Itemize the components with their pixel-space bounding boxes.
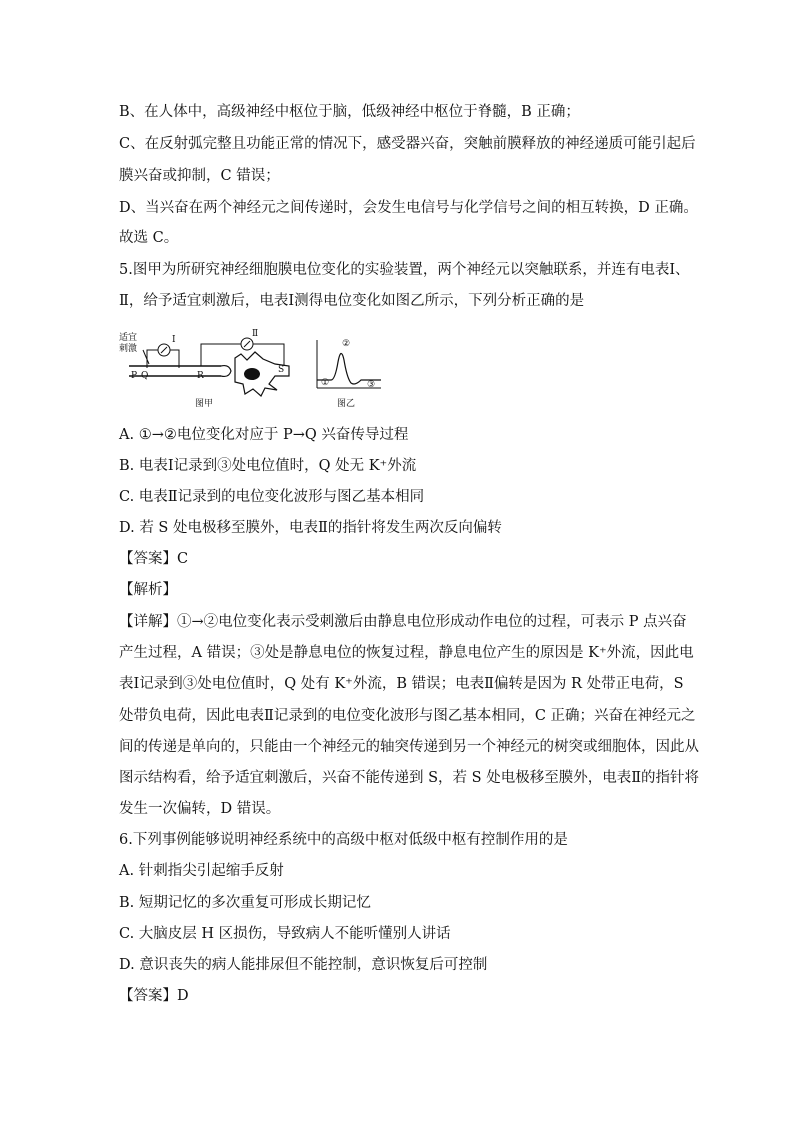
q6-stem: 6.下列事例能够说明神经系统中的高级中枢对低级中枢有控制作用的是 — [119, 832, 568, 848]
figure-jia-caption: 图甲 — [195, 399, 214, 409]
q4-option-b-explanation: B、在人体中，高级神经中枢位于脑，低级神经中枢位于脊髓，B 正确； — [119, 104, 580, 120]
figure-jia — [119, 329, 289, 409]
q5-explanation-2: 产生过程，A 错误；③处是静息电位的恢复过程，静息电位产生的原因是 K⁺外流，因此电 — [119, 645, 694, 661]
q4-conclusion: 故选 C。 — [119, 230, 179, 246]
stimulus-label-1: 适宜 — [119, 333, 138, 343]
q5-explanation-6: 图示结构看，给予适宜刺激后，兴奋不能传递到 S，若 S 处电极移至膜外，电表Ⅱ的指针将 — [119, 770, 700, 786]
marker-3: ③ — [367, 380, 376, 390]
point-p-label: P — [131, 371, 138, 381]
point-s-label: S — [278, 365, 285, 375]
q5-explanation-7: 发生一次偏转，D 错误。 — [119, 801, 281, 817]
q6-answer: 【答案】D — [119, 988, 189, 1004]
q4-option-c-explanation: C、在反射弧完整且功能正常的情况下，感受器兴奋，突触前膜释放的神经递质可能引起后 — [119, 136, 696, 152]
q5-explanation-5: 间的传递是单向的，只能由一个神经元的轴突传递到另一个神经元的树突或细胞体，因此从 — [119, 739, 699, 755]
figure-yi-caption: 图乙 — [337, 399, 356, 409]
q4-option-c-explanation-cont: 膜兴奋或抑制，C 错误； — [119, 168, 280, 184]
q5-figure-svg — [119, 326, 399, 410]
figure-yi — [317, 339, 381, 409]
stimulus-label-2: 刺激 — [119, 344, 138, 354]
q5-option-d: D. 若 S 处电极移至膜外，电表Ⅱ的指针将发生两次反向偏转 — [119, 520, 502, 536]
q5-option-b: B. 电表Ⅰ记录到③处电位值时，Q 处无 K⁺外流 — [119, 458, 417, 474]
q5-analysis-title: 【解析】 — [119, 582, 177, 598]
q6-option-b: B. 短期记忆的多次重复可形成长期记忆 — [119, 895, 371, 911]
q6-option-a: A. 针刺指尖引起缩手反射 — [119, 863, 284, 879]
q4-option-d-explanation: D、当兴奋在两个神经元之间传递时，会发生电信号与化学信号之间的相互转换，D 正确。 — [119, 200, 698, 216]
nucleus — [244, 368, 260, 380]
point-q-label: Q — [141, 371, 149, 381]
point-r-label: R — [197, 371, 204, 381]
q5-stem-cont: Ⅱ，给予适宜刺激后，电表Ⅰ测得电位变化如图乙所示，下列分析正确的是 — [119, 293, 585, 309]
meter-2-label: Ⅱ — [252, 329, 259, 339]
q5-explanation-3: 表Ⅰ记录到③处电位值时，Q 处有 K⁺外流，B 错误；电表Ⅱ偏转是因为 R 处带正电荷，S — [119, 676, 684, 692]
marker-2: ② — [342, 339, 351, 349]
q5-answer: 【答案】C — [119, 551, 189, 567]
q6-option-d: D. 意识丧失的病人能排尿但不能控制，意识恢复后可控制 — [119, 957, 488, 973]
meter-1-label: Ⅰ — [172, 335, 176, 345]
q5-option-c: C. 电表Ⅱ记录到的电位变化波形与图乙基本相同 — [119, 489, 425, 505]
q5-figure — [119, 326, 399, 410]
q5-explanation-1: 【详解】①→②电位变化表示受刺激后由静息电位形成动作电位的过程，可表示 P 点兴奋 — [119, 614, 687, 630]
q5-explanation-4: 处带负电荷，因此电表Ⅱ记录到的电位变化波形与图乙基本相同，C 正确；兴奋在神经元之 — [119, 708, 696, 724]
q5-stem: 5.图甲为所研究神经细胞膜电位变化的实验装置，两个神经元以突触联系，并连有电表Ⅰ、 — [119, 262, 690, 278]
q5-option-a: A. ①→②电位变化对应于 P→Q 兴奋传导过程 — [119, 427, 409, 443]
marker-1: ① — [321, 378, 330, 388]
q6-option-c: C. 大脑皮层 H 区损伤，导致病人不能听懂别人讲话 — [119, 926, 451, 942]
